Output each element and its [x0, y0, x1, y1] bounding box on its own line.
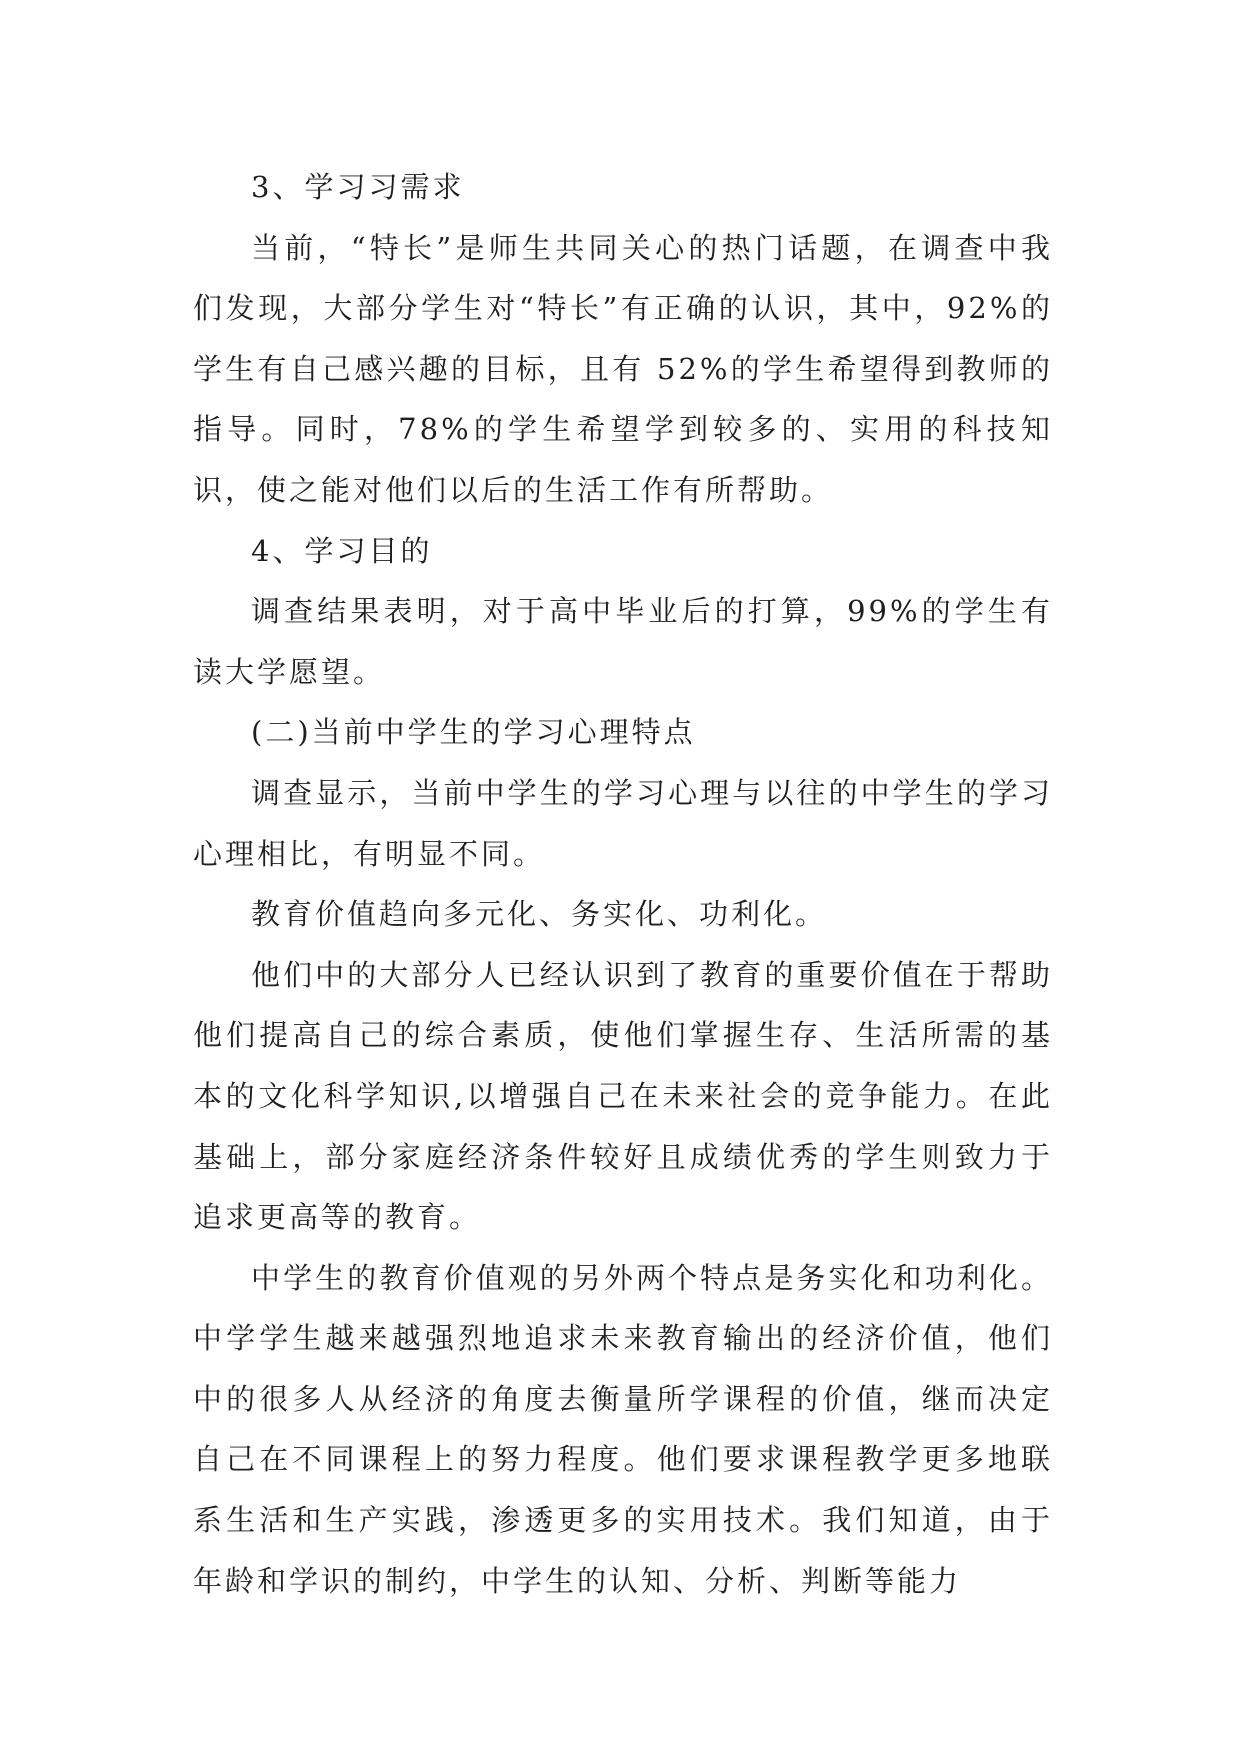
- paragraph-education-importance: 他们中的大部分人已经认识到了教育的重要价值在于帮助他们提高自己的综合素质，使他们掌握生存、生活所需的基本的文化科学知识,以增强自己在未来社会的竞争能力。在此基础上，部分家庭经济条件较好且成绩优秀的学生则致力于追求更高等的教育。: [193, 957, 1053, 1235]
- paragraph-specialty-survey: 当前，“特长”是师生共同关心的热门话题，在调查中我们发现，大部分学生对“特长”有正确的认识，其中，92%的学生有自己感兴趣的目标，且有 52%的学生希望得到教师的指导。同时，78%的学生希望学到较多的、实用的科技知识，使之能对他们以后的生活工作有所帮助。: [193, 230, 1053, 507]
- heading-learning-psychology: (二)当前中学生的学习心理特点: [251, 715, 696, 750]
- document-body: [193, 157, 1053, 1611]
- heading-learning-needs: 3、学习习需求: [251, 170, 465, 204]
- heading-learning-purpose: 4、学习目的: [251, 533, 433, 568]
- paragraph-psychology-survey: 调查显示，当前中学生的学习心理与以往的中学生的学习心理相比，有明显不同。: [193, 775, 1053, 871]
- paragraph-university-wish: 调查结果表明，对于高中毕业后的打算，99%的学生有读大学愿望。: [193, 594, 1053, 689]
- paragraph-education-value-trend: 教育价值趋向多元化、务实化、功利化。: [251, 897, 828, 932]
- paragraph-pragmatic-utilitarian: 中学生的教育价值观的另外两个特点是务实化和功利化。中学学生越来越强烈地追求未来教育输出的经济价值，他们中的很多人从经济的角度去衡量所学课程的价值，继而决定自己在不同课程上的努力程度。他们要求课程教学更多地联系生活和生产实践，渗透更多的实用技术。我们知道，由于年龄和学识的制约，中学生的认知、分析、判断等能力: [193, 1260, 1053, 1598]
